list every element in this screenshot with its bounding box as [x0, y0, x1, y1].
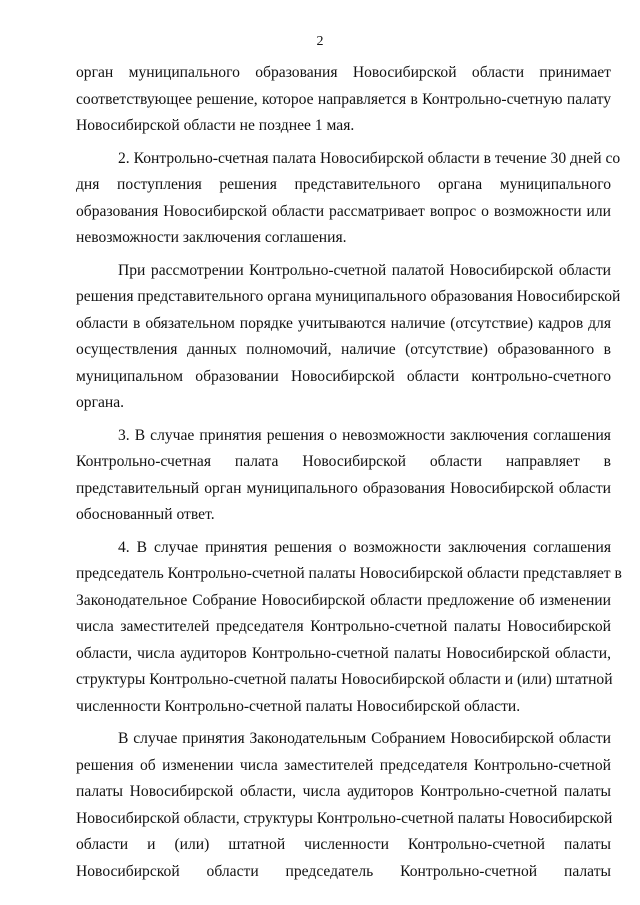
- text-line: решения об изменении числа заместителей председателя Контрольно-счетной: [76, 756, 611, 774]
- text-line: области и (или) штатной численности Контрольно-счетной палаты: [76, 836, 611, 853]
- text-line: обоснованный ответ.: [76, 506, 215, 523]
- text-line: представительный орган муниципального образования Новосибирской области: [76, 479, 611, 497]
- paragraph-first-line: В случае принятия Законодательным Собранием Новосибирской области: [118, 730, 611, 747]
- text-line: области, числа аудиторов Контрольно-счетной палаты Новосибирской области,: [76, 644, 611, 662]
- text-line: муниципальном образовании Новосибирской области контрольно-счетного: [76, 367, 611, 385]
- text-line: Законодательное Собрание Новосибирской области предложение об изменении: [76, 591, 611, 609]
- text-line: дня поступления решения представительного органа муниципального: [76, 176, 611, 193]
- paragraph-first-line: 4. В случае принятия решения о возможности заключения соглашения: [118, 538, 611, 556]
- paragraph-first-line: 2. Контрольно-счетная палата Новосибирской области в течение 30 дней со: [118, 149, 621, 167]
- text-line: орган муниципального образования Новосибирской области принимает: [76, 64, 611, 81]
- text-line: невозможности заключения соглашения.: [76, 229, 347, 246]
- text-line: органа.: [76, 394, 125, 411]
- text-line: Контрольно-счетная палата Новосибирской области направляет в: [76, 453, 611, 470]
- text-line: области в обязательном порядке учитываются наличие (отсутствие) кадров для: [76, 314, 611, 332]
- text-line: палаты Новосибирской области, числа аудиторов Контрольно-счетной палаты: [76, 783, 611, 800]
- text-line: числа заместителей председателя Контрольно-счетной палаты Новосибирской: [76, 618, 611, 635]
- text-line: председатель Контрольно-счетной палаты Новосибирской области представляет в: [76, 565, 622, 582]
- paragraph-first-line: 3. В случае принятия решения о невозможности заключения соглашения: [118, 426, 611, 444]
- text-line: соответствующее решение, которое направляется в Контрольно-счетную палату: [76, 90, 611, 108]
- page-number: 2: [316, 34, 324, 49]
- text-line: осуществления данных полномочий, наличие (отсутствие) образованного в: [76, 341, 611, 358]
- text-line: Новосибирской области, структуры Контрольно-счетной палаты Новосибирской: [76, 809, 613, 827]
- text-line: численности Контрольно-счетной палаты Новосибирской области.: [76, 697, 521, 715]
- text-line: образования Новосибирской области рассматривает вопрос о возможности или: [76, 202, 611, 220]
- text-line: структуры Контрольно-счетной палаты Новосибирской области и (или) штатной: [76, 671, 613, 688]
- text-line: Новосибирской области председатель Контрольно-счетной палаты: [76, 862, 611, 880]
- body-text: [76, 60, 622, 885]
- paragraph-first-line: При рассмотрении Контрольно-счетной палатой Новосибирской области: [118, 261, 611, 279]
- text-line: Новосибирской области не позднее 1 мая.: [76, 117, 355, 134]
- text-line: решения представительного органа муниципального образования Новосибирской: [76, 288, 621, 305]
